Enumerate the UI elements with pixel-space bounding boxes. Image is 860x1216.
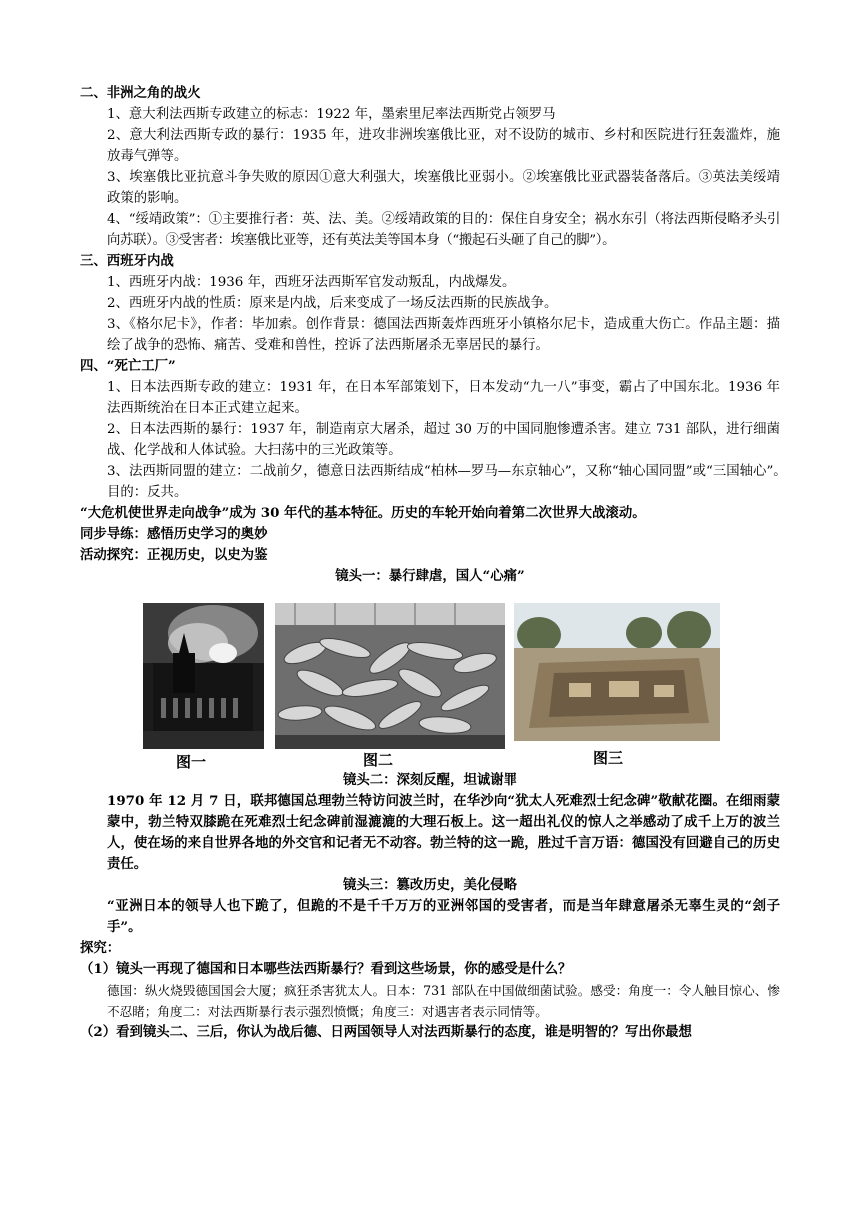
document-page bbox=[80, 83, 794, 1043]
shot2-text: 1970 年 12 月 7 日，联邦德国总理勃兰特访问波兰时，在华沙向“犹太人死难烈士纪念碑”敬献花圈。在细雨蒙蒙中，勃兰特双膝跪在死难烈士纪念碑前湿漉漉的大理石板上。这一超出礼仪的惊人之举感动了成千上万的波兰人，使在场的来自世界各地的外交官和记者无不动容。勃兰特的这一跪，胜过千言万语：德国没有回避自己的历史责任。 bbox=[107, 793, 780, 872]
shot3-title: 镜头三：篡改历史，美化侵略 bbox=[342, 877, 518, 893]
guide-heading: 同步导练：感悟历史学习的奥妙 bbox=[80, 526, 268, 542]
summary-line: “大危机使世界走向战争”成为 30 年代的基本特征。历史的车轮开始向着第二次世界大战滚动。 bbox=[80, 505, 646, 521]
shot1-title: 镜头一：暴行肆虐，国人“心痛” bbox=[335, 568, 525, 584]
answer-1: 德国：纵火烧毁德国国会大厦；疯狂杀害犹太人。日本：731 部队在中国做细菌试验。感受：角度一：令人触目惊心、惨不忍睹；角度二：对法西斯暴行表示强烈愤慨；角度三：对遇害者表示同情等。 bbox=[107, 983, 780, 1019]
shot2-title: 镜头二：深刻反醒，坦诚谢罪 bbox=[342, 772, 518, 788]
question-1: （1）镜头一再现了德国和日本哪些法西斯暴行？看到这些场景，你的感受是什么？ bbox=[80, 961, 572, 977]
figure-3-caption: 图三 bbox=[593, 749, 624, 767]
paragraph: 2、日本法西斯的暴行：1937 年，制造南京大屠杀，超过 30 万的中国同胞惨遭杀害。建立 731 部队，进行细菌战、化学战和人体试验。大扫荡中的三光政策等。 bbox=[107, 422, 780, 458]
section-heading: 四、“死亡工厂” bbox=[80, 358, 176, 374]
question-2: （2）看到镜头二、三后，你认为战后德、日两国领导人对法西斯暴行的态度，谁是明智的？写出你最想 bbox=[80, 1024, 692, 1040]
section-heading: 三、西班牙内战 bbox=[80, 253, 174, 269]
figure-row bbox=[80, 591, 780, 771]
paragraph: 3、埃塞俄比亚抗意斗争失败的原因①意大利强大，埃塞俄比亚弱小。②埃塞俄比亚武器装备落后。③英法美绥靖政策的影响。 bbox=[107, 170, 780, 206]
paragraph: 1、西班牙内战：1936 年，西班牙法西斯军官发动叛乱，内战爆发。 bbox=[107, 275, 516, 290]
explore-heading: 探究： bbox=[80, 940, 121, 956]
shot3-text: “亚洲日本的领导人也下跪了，但跪的不是千千万万的亚洲邻国的受害者，而是当年肆意屠杀无辜生灵的“刽子手”。 bbox=[107, 898, 780, 935]
figure-2-image bbox=[275, 603, 505, 749]
section-heading: 二、非洲之角的战火 bbox=[80, 85, 201, 101]
figure-2-caption: 图二 bbox=[363, 751, 394, 769]
paragraph: 4、“绥靖政策”：①主要推行者：英、法、美。②绥靖政策的目的：保住自身安全；祸水东引（将法西斯侵略矛头引向苏联）。③受害者：埃塞俄比亚等，还有英法美等国本身（“搬起石头砸了自己的脚”）。 bbox=[107, 212, 780, 248]
activity-heading: 活动探究：正视历史，以史为鉴 bbox=[80, 547, 268, 563]
figure-1-caption: 图一 bbox=[176, 753, 207, 771]
figure-1-image bbox=[143, 603, 264, 749]
paragraph: 3、《格尔尼卡》，作者：毕加索。创作背景：德国法西斯轰炸西班牙小镇格尔尼卡，造成重大伤亡。作品主题：描绘了战争的恐怖、痛苦、受难和兽性，控诉了法西斯屠杀无辜居民的暴行。 bbox=[107, 317, 780, 353]
paragraph: 1、日本法西斯专政的建立：1931 年，在日本军部策划下，日本发动“九一八”事变，霸占了中国东北。1936 年法西斯统治在日本正式建立起来。 bbox=[107, 380, 780, 416]
paragraph: 3、法西斯同盟的建立：二战前夕，德意日法西斯结成“柏林—罗马—东京轴心”，又称“轴心国同盟”或“三国轴心”。 目的：反共。 bbox=[107, 464, 794, 500]
figure-3-image bbox=[514, 603, 720, 741]
paragraph: 2、西班牙内战的性质：原来是内战，后来变成了一场反法西斯的民族战争。 bbox=[107, 296, 558, 311]
paragraph: 1、意大利法西斯专政建立的标志：1922 年，墨索里尼率法西斯党占领罗马 bbox=[107, 107, 556, 122]
paragraph: 2、意大利法西斯专政的暴行：1935 年，进攻非洲埃塞俄比亚，对不设防的城市、乡村和医院进行狂轰滥炸，施放毒气弹等。 bbox=[107, 128, 780, 164]
